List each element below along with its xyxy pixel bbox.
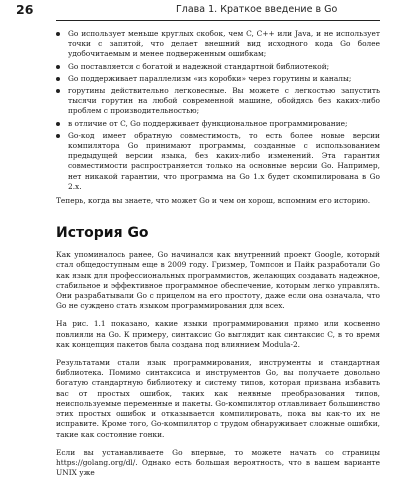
list-item-text: Go-код имеет обратную совместимость, то есть более новые версии компилятора Go принимают программы, созданные с использованием предыдущей версии языка, без каких-либо изменений. Эта гарантия совместимости распространяется только на основные версии Go. Например, нет никакой гарантии, что программа на Go 1.x будет скомпилирована в Go 2.x.: [68, 130, 380, 191]
section-title: История Go: [56, 225, 149, 242]
list-item-text: в отличие от C, Go поддерживает функциональное программирование;: [68, 118, 348, 128]
list-item: [56, 86, 380, 117]
bullet-icon: [56, 89, 60, 93]
body-paragraph-last: [56, 448, 380, 478]
paragraph-text: Если вы устанавливаете Go впервые, то можете начать со страницы: [56, 447, 380, 457]
body-paragraph: Как упоминалось ранее, Go начинался как внутренний проект Google, который стал общедоступным еще в 2009 году. Гризмер, Томпсон и Пайк разработали Go как язык для профессиональных программистов, желающих создавать надежное, стабильное и эффективное программное обеспечение, которым легко управлять. Они разрабатывали Go с прицелом на его простоту, даже если она означала, что Go не суждено стать языком программирования для всех.: [56, 250, 380, 311]
intro-paragraph: Теперь, когда вы знаете, что может Go и чем он хорош, вспомним его историю.: [56, 196, 371, 206]
page-number: 26: [16, 2, 34, 17]
list-item-text: Go использует меньше круглых скобок, чем C, C++ или Java, и не использует точки с запятой, что делает внешний вид исходного кода Go более удобочитаемым и менее подверженным ошибкам;: [68, 29, 380, 59]
list-item: [56, 119, 380, 129]
bullet-icon: [56, 134, 60, 138]
feature-list: [56, 29, 380, 192]
list-item: [56, 131, 380, 192]
download-link[interactable]: https://golang.org/dl/: [56, 457, 136, 467]
list-item: [56, 62, 380, 72]
bullet-icon: [56, 77, 60, 81]
chapter-title: Глава 1. Краткое введение в Go: [176, 4, 338, 15]
list-item-text: Go поставляется с богатой и надежной стандартной библиотекой;: [68, 61, 330, 71]
bullet-icon: [56, 122, 60, 126]
list-item-text: Go поддерживает параллелизм «из коробки» через горутины и каналы;: [68, 73, 352, 83]
list-item: [56, 29, 380, 60]
body-paragraph: Результатами стали язык программирования, инструменты и стандартная библиотека. Помимо синтаксиса и инструментов Go, вы получаете довольно богатую стандартную библиотеку и систему типов, которая призвана избавить вас от простых ошибок, таких как неявные преобразования типов, неиспользуемые переменные и пакеты. Go-компилятор отлавливает большинство этих простых ошибок и отказывается компилировать, пока вы как-то их не исправите. Кроме того, Go-компилятор с трудом обнаруживает сложные ошибки, такие как состояние гонки.: [56, 358, 380, 439]
bullet-icon: [56, 65, 60, 69]
body-paragraph: На рис. 1.1 показано, какие языки программирования прямо или косвенно повлияли на Go. К примеру, синтаксис Go выглядит как синтаксис C, в то время как концепция пакетов была создана под влиянием Modula-2.: [56, 319, 380, 349]
paragraph-text: . Однако есть большая вероятность, что в вашем варианте UNIX уже: [56, 457, 380, 478]
running-header: [16, 2, 380, 21]
list-item: [56, 74, 380, 84]
list-item-text: горутины действительно легковесные. Вы можете с легкостью запустить тысячи горутин на любой современной машине, обойдясь без каких-либо проблем с производительностью;: [68, 86, 380, 116]
bullet-icon: [56, 32, 60, 36]
book-page: [0, 2, 420, 478]
